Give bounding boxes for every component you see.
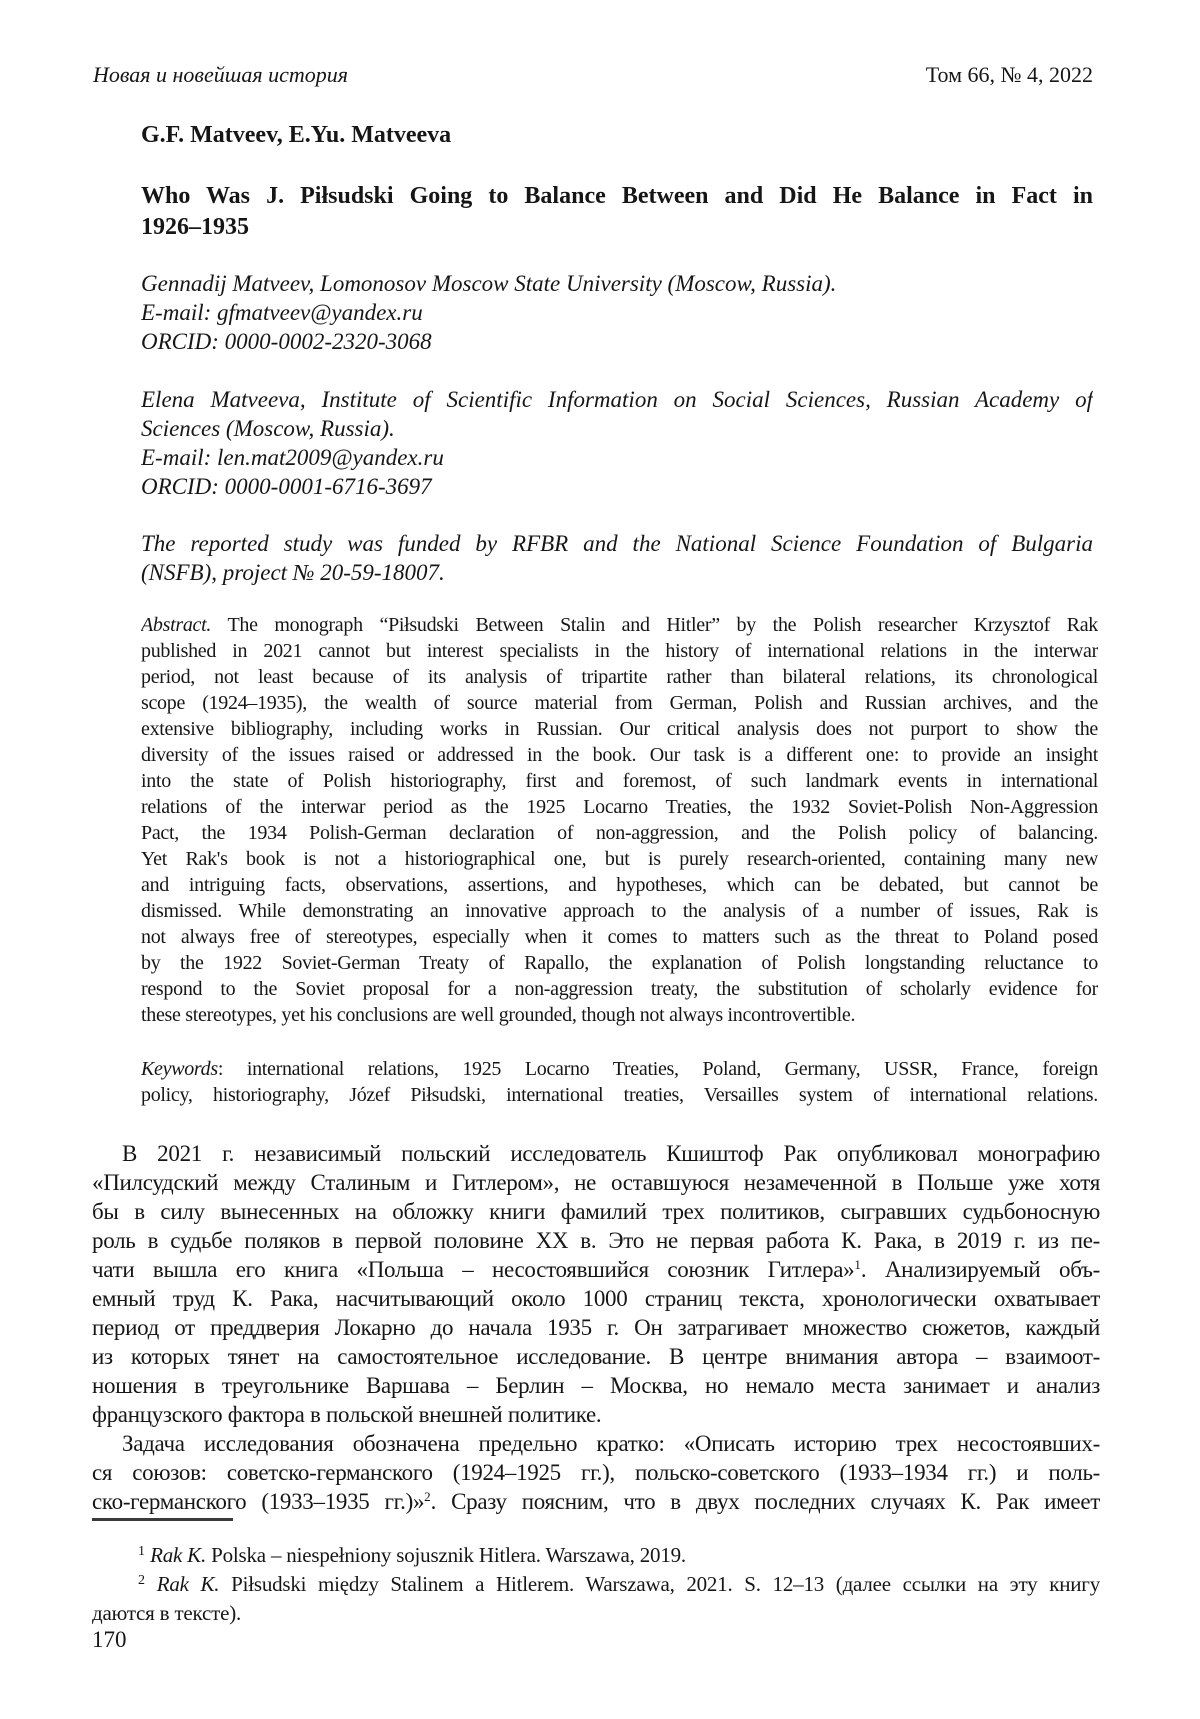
footnote-author: Rak K. bbox=[150, 1543, 207, 1567]
body-paragraph-1 bbox=[92, 1139, 1100, 1429]
body-line: «Пилсудский между Сталиным и Гитлером», не оставшуюся незамеченной в Польше уже хотя bbox=[92, 1170, 1100, 1195]
abstract-line: published in 2021 cannot but interest specialists in the history of international relations in the interwar bbox=[141, 640, 1098, 662]
abstract-line: dismissed. While demonstrating an innovative approach to the analysis of a number of issues, Rak is bbox=[141, 900, 1098, 922]
body-text: . Анализируемый объ- bbox=[860, 1257, 1100, 1282]
footnote-text: Piłsudski między Stalinem a Hitlerem. Warszawa, 2021. S. 12–13 (далее ссылки на эту книгу bbox=[231, 1572, 1100, 1596]
journal-name: Новая и новейшая история bbox=[93, 62, 348, 87]
keywords-label: Keywords bbox=[141, 1058, 218, 1080]
abstract-line: respond to the Soviet proposal for a non-aggression treaty, the substitution of scholarly evidence for bbox=[141, 978, 1098, 1000]
volume-issue: Том 66, № 4, 2022 bbox=[925, 62, 1093, 87]
abstract-line: by the 1922 Soviet-German Treaty of Rapallo, the explanation of Polish longstanding reluctance to bbox=[141, 952, 1098, 974]
abstract-line: scope (1924–1935), the wealth of source material from German, Polish and Russian archives, and the bbox=[141, 692, 1098, 714]
body-line: из которых тянет на самостоятельное исследование. В центре внимания автора – взаимоот- bbox=[92, 1344, 1100, 1369]
article-title bbox=[141, 181, 1093, 243]
abstract-section bbox=[141, 612, 1098, 1028]
keywords-text: : international relations, 1925 Locarno Treaties, Poland, Germany, USSR, France, foreign bbox=[217, 1058, 1098, 1080]
footnote-text: Polska – niespełniony sojusznik Hitlera. Warszawa, 2019. bbox=[211, 1543, 686, 1567]
abstract-line: diversity of the issues raised or addressed in the book. Our task is a different one: to provide an insight bbox=[141, 744, 1098, 766]
page-number: 170 bbox=[92, 1627, 127, 1652]
body-line: В 2021 г. независимый польский исследователь Кшиштоф Рак опубликовал монографию bbox=[122, 1141, 1100, 1166]
body-line: период от преддверия Локарно до начала 1935 г. Он затрагивает множество сюжетов, каждый bbox=[92, 1315, 1100, 1340]
affiliation-line: Elena Matveeva, Institute of Scientific Information on Social Sciences, Russian Academy of bbox=[141, 387, 1093, 412]
body-line: бы в силу вынесенных на обложку книги фамилий трех политиков, сыгравших судьбоносную bbox=[92, 1199, 1100, 1224]
abstract-line: these stereotypes, yet his conclusions are well grounded, though not always incontrovertible. bbox=[141, 1004, 856, 1026]
body-line bbox=[92, 1487, 1100, 1516]
orcid-line: ORCID: 0000-0001-6716-3697 bbox=[141, 474, 432, 499]
email-line: E-mail: len.mat2009@yandex.ru bbox=[141, 445, 444, 470]
footnote-author: Rak K. bbox=[156, 1572, 220, 1596]
abstract-line: not always free of stereotypes, especially when it comes to matters such as the threat to Poland posed bbox=[141, 926, 1098, 948]
body-paragraph-2 bbox=[92, 1429, 1100, 1516]
abstract-line: Pact, the 1934 Polish-German declaration of non-aggression, and the Polish policy of balancing. bbox=[141, 822, 1098, 844]
abstract-text: The monograph “Piłsudski Between Stalin and Hitler” by the Polish researcher Krzysztof Rak bbox=[227, 614, 1098, 636]
abstract-line bbox=[141, 612, 1098, 638]
abstract-label: Abstract. bbox=[141, 614, 212, 636]
affiliation-line: Sciences (Moscow, Russia). bbox=[141, 416, 395, 441]
body-line: ся союзов: советско-германского (1924–1925 гг.), польско-советского (1933–1934 гг.) и поль- bbox=[92, 1460, 1100, 1485]
email-line: E-mail: gfmatveev@yandex.ru bbox=[141, 300, 423, 325]
body-line: ношения в треугольнике Варшава – Берлин – Москва, но немало места занимает и анализ bbox=[92, 1373, 1100, 1398]
footnote-2-line1 bbox=[92, 1570, 1100, 1599]
abstract-line: and intriguing facts, observations, assertions, and hypotheses, which can be debated, but cannot be bbox=[141, 874, 1098, 896]
footnote-marker: 1 bbox=[138, 1544, 145, 1559]
keywords-line: policy, historiography, Józef Piłsudski, international treaties, Versailles system of international relations. bbox=[141, 1084, 1098, 1106]
footnote-2-line2: даются в тексте). bbox=[92, 1601, 242, 1625]
affiliation-matveeva bbox=[141, 385, 1093, 501]
body-line: французского фактора в польской внешней политике. bbox=[92, 1402, 602, 1427]
orcid-line: ORCID: 0000-0002-2320-3068 bbox=[141, 329, 432, 354]
body-text: ско-германского (1933–1935 гг.)» bbox=[92, 1489, 425, 1514]
article-title-line2: 1926–1935 bbox=[141, 214, 249, 240]
running-head bbox=[93, 62, 1093, 88]
affiliation-matveev bbox=[141, 269, 1093, 356]
abstract-line: Yet Rak's book is not a historiographical one, but is purely research-oriented, containing many new bbox=[141, 848, 1098, 870]
body-text: . Сразу поясним, что в двух последних случаях К. Рак имеет bbox=[430, 1489, 1100, 1514]
footnotes-section bbox=[92, 1541, 1100, 1628]
funding-note bbox=[141, 529, 1093, 587]
body-line bbox=[92, 1255, 1100, 1284]
authors-line: G.F. Matveev, E.Yu. Matveeva bbox=[141, 122, 452, 148]
funding-line: The reported study was funded by RFBR and the National Science Foundation of Bulgaria bbox=[141, 531, 1093, 556]
body-text: чати вышла его книга «Польша – несостоявшийся союзник Гитлера» bbox=[92, 1257, 855, 1282]
keywords-line bbox=[141, 1056, 1098, 1082]
footnote-ref-1: 1 bbox=[854, 1257, 861, 1272]
body-line: емный труд К. Рака, насчитывающий около 1000 страниц текста, хронологически охватывает bbox=[92, 1286, 1100, 1311]
body-line: Задача исследования обозначена предельно кратко: «Описать историю трех несостоявших- bbox=[122, 1431, 1100, 1456]
footnote-ref-2: 2 bbox=[424, 1489, 431, 1504]
body-line: роль в судьбе поляков в первой половине XX в. Это не первая работа К. Рака, в 2019 г. из пе- bbox=[92, 1228, 1100, 1253]
keywords-section bbox=[141, 1056, 1098, 1108]
abstract-line: period, not least because of its analysis of tripartite rather than bilateral relations, its chronological bbox=[141, 666, 1098, 688]
article-title-line1: Who Was J. Piłsudski Going to Balance Between and Did He Balance in Fact in bbox=[141, 183, 1093, 209]
footnote-rule bbox=[92, 1518, 233, 1521]
footnote-marker: 2 bbox=[138, 1573, 145, 1588]
funding-line: (NSFB), project № 20-59-18007. bbox=[141, 560, 445, 585]
abstract-line: relations of the interwar period as the 1925 Locarno Treaties, the 1932 Soviet-Polish Non-Aggression bbox=[141, 796, 1098, 818]
affiliation-line: Gennadij Matveev, Lomonosov Moscow State University (Moscow, Russia). bbox=[141, 271, 837, 296]
abstract-line: extensive bibliography, including works in Russian. Our critical analysis does not purport to show the bbox=[141, 718, 1098, 740]
abstract-line: into the state of Polish historiography, first and foremost, of such landmark events in international bbox=[141, 770, 1098, 792]
footnote-1 bbox=[92, 1541, 1100, 1570]
